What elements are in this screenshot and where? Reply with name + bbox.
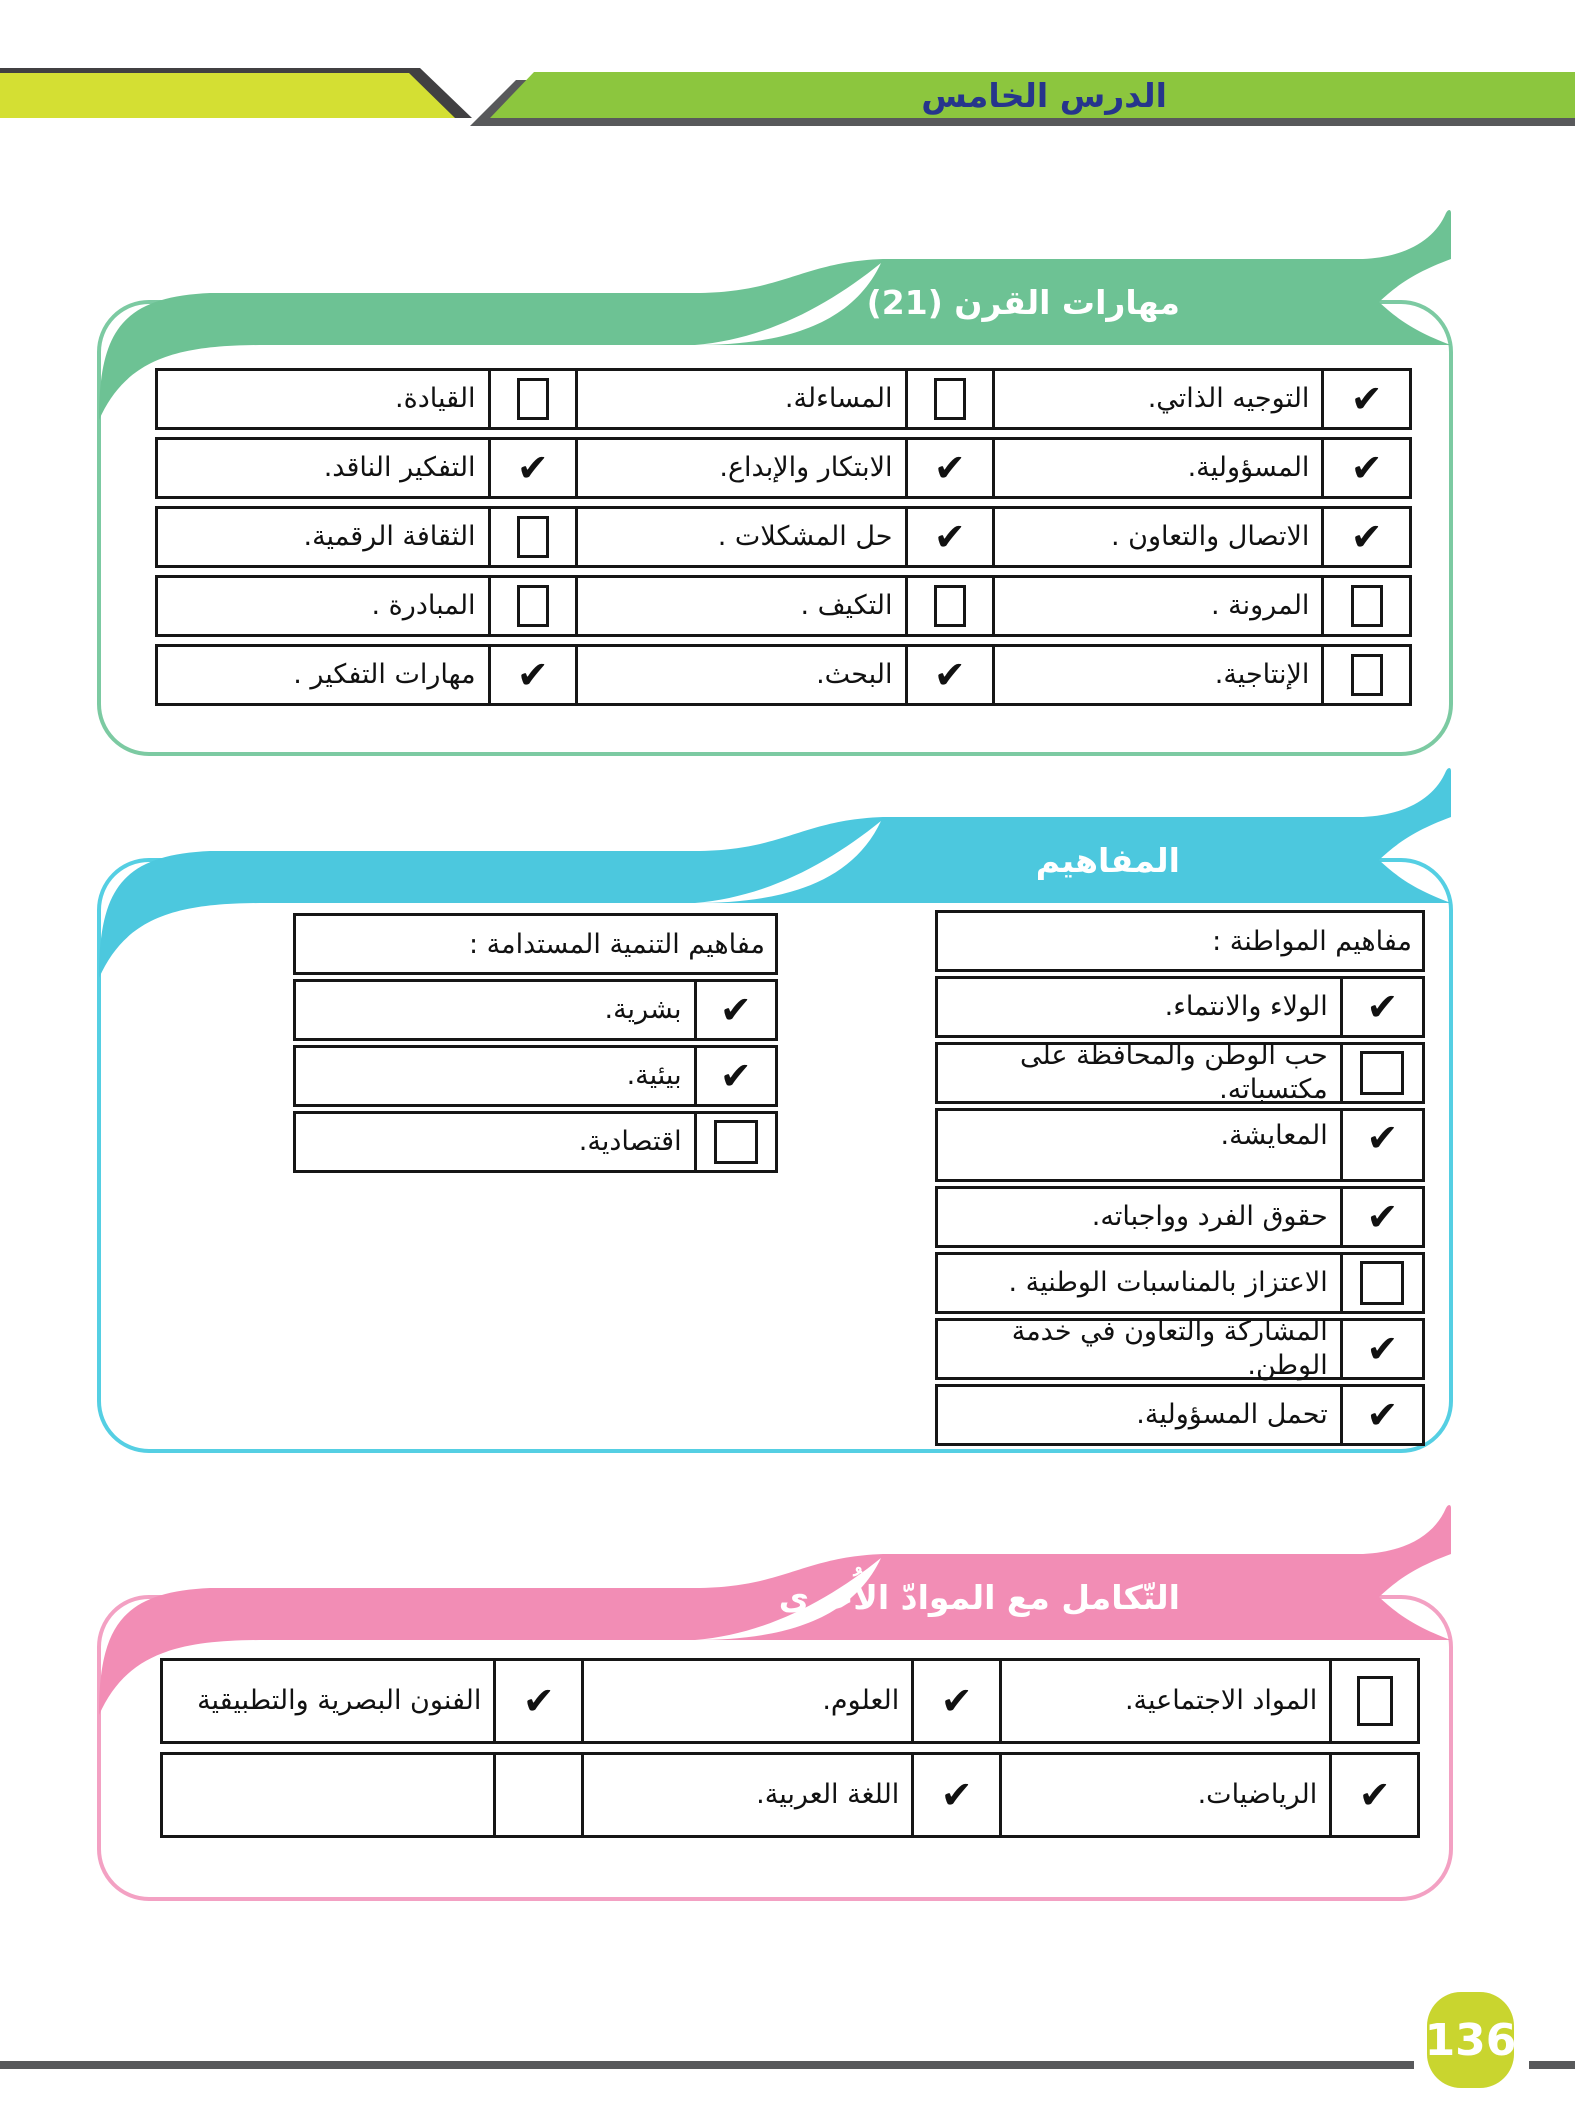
checkbox-icon	[1351, 585, 1383, 627]
checkbox-cell	[905, 509, 993, 565]
checkbox-cell	[1321, 371, 1409, 427]
checkbox-cell	[488, 509, 576, 565]
citizenship-table-header: مفاهيم المواطنة :	[1212, 925, 1412, 957]
table-row	[935, 976, 1425, 1038]
sustainable-table-header: مفاهيم التنمية المستدامة :	[469, 928, 765, 960]
table-row	[160, 1752, 1420, 1838]
subject-label: العلوم.	[581, 1661, 911, 1741]
checkbox-cell	[905, 371, 993, 427]
skill-label: الاتصال والتعاون .	[992, 509, 1321, 565]
checkbox-cell	[1321, 509, 1409, 565]
checkmark-icon: ✔	[516, 653, 549, 697]
checkmark-icon: ✔	[719, 1054, 752, 1098]
concept-label: المشاركة والتعاون في خدمة الوطن.	[1011, 1316, 1328, 1381]
checkbox-cell	[1340, 1045, 1422, 1101]
checkmark-icon: ✔	[940, 1773, 973, 1817]
skill-label: البحث.	[575, 647, 904, 703]
concept-label: بيئية.	[626, 1060, 682, 1092]
checkbox-cell	[694, 982, 775, 1038]
integration-table	[160, 1658, 1420, 1838]
skill-label: المبادرة .	[371, 590, 476, 622]
checkbox-cell	[1321, 578, 1409, 634]
checkmark-icon: ✔	[516, 446, 549, 490]
skills-section-title: مهارات القرن (21)	[866, 282, 1180, 322]
table-row	[155, 437, 1412, 499]
skill-label: حل المشكلات .	[575, 509, 904, 565]
checkmark-icon: ✔	[1366, 1327, 1399, 1371]
checkbox-icon	[1357, 1676, 1393, 1726]
checkbox-cell	[1340, 1321, 1422, 1377]
checkmark-icon: ✔	[1366, 1393, 1399, 1437]
checkbox-cell	[1329, 1755, 1417, 1835]
table-row	[935, 1252, 1425, 1314]
checkmark-icon: ✔	[940, 1679, 973, 1723]
checkbox-cell	[1340, 1387, 1422, 1443]
empty-subject-cell	[163, 1755, 493, 1835]
table-row	[155, 575, 1412, 637]
checkbox-cell	[1329, 1661, 1417, 1741]
table-row	[293, 979, 778, 1041]
checkbox-cell	[911, 1755, 999, 1835]
table-row	[293, 1111, 778, 1173]
table-row	[935, 1108, 1425, 1182]
concept-label: الولاء والانتماء.	[1164, 991, 1328, 1023]
table-row	[935, 1186, 1425, 1248]
skills-table	[155, 368, 1412, 706]
table-row	[293, 1045, 778, 1107]
table-row	[935, 1384, 1425, 1446]
checkbox-cell	[905, 578, 993, 634]
concept-label: تحمل المسؤولية.	[1136, 1399, 1328, 1431]
table-header-row	[935, 910, 1425, 972]
checkmark-icon: ✔	[933, 446, 966, 490]
banner-yellow-shape	[0, 73, 455, 118]
skill-label: القيادة.	[395, 383, 476, 415]
skill-label: التكيف .	[575, 578, 904, 634]
lesson-title: الدرس الخامس	[921, 75, 1167, 115]
subject-label: الفنون البصرية والتطبيقية	[197, 1685, 482, 1717]
empty-checkbox-cell	[493, 1755, 581, 1835]
table-row	[155, 506, 1412, 568]
integration-section-title: التّكامل مع الموادّ الأُخرى	[778, 1577, 1180, 1617]
checkbox-cell	[488, 647, 576, 703]
table-header-row	[293, 913, 778, 975]
concept-label: بشرية.	[604, 994, 682, 1026]
checkbox-icon	[517, 378, 549, 420]
skill-label: التفكير الناقد.	[323, 452, 476, 484]
checkmark-icon: ✔	[1350, 446, 1383, 490]
skill-label: مهارات التفكير .	[293, 659, 476, 691]
skill-label: المساءلة.	[575, 371, 904, 427]
checkmark-icon: ✔	[1350, 377, 1383, 421]
table-row	[155, 368, 1412, 430]
checkbox-cell	[488, 578, 576, 634]
concept-label: حقوق الفرد وواجباته.	[1091, 1201, 1328, 1233]
concept-label: حب الوطن والمحافظة على مكتسباته.	[1019, 1040, 1328, 1105]
checkbox-icon	[517, 585, 549, 627]
concept-label: اقتصادية.	[578, 1126, 682, 1158]
checkbox-cell	[1340, 979, 1422, 1035]
checkbox-cell	[694, 1048, 775, 1104]
subject-label: الرياضيات.	[999, 1755, 1329, 1835]
concept-label: الاعتزاز بالمناسبات الوطنية .	[1008, 1267, 1328, 1299]
table-row	[160, 1658, 1420, 1744]
checkbox-cell	[1340, 1111, 1422, 1179]
table-row	[935, 1318, 1425, 1380]
checkmark-icon: ✔	[1366, 1116, 1399, 1160]
checkmark-icon: ✔	[719, 988, 752, 1032]
checkbox-icon	[1360, 1261, 1404, 1305]
checkbox-cell	[493, 1661, 581, 1741]
checkbox-icon	[934, 378, 966, 420]
checkmark-icon: ✔	[933, 653, 966, 697]
checkbox-icon	[934, 585, 966, 627]
checkmark-icon: ✔	[1366, 985, 1399, 1029]
table-row	[155, 644, 1412, 706]
skill-label: المرونة .	[992, 578, 1321, 634]
checkmark-icon: ✔	[522, 1679, 555, 1723]
page-number-badge	[1424, 1992, 1517, 2088]
checkbox-cell	[905, 440, 993, 496]
checkbox-cell	[694, 1114, 775, 1170]
concept-label: المعايشة.	[1220, 1120, 1328, 1151]
skill-label: التوجيه الذاتي.	[992, 371, 1321, 427]
footer-rule-right	[1529, 2061, 1575, 2069]
checkbox-icon	[1360, 1051, 1404, 1095]
checkbox-icon	[1351, 654, 1383, 696]
footer-rule-left	[0, 2061, 1414, 2069]
checkbox-cell	[488, 371, 576, 427]
sustainable-development-table	[293, 913, 778, 1173]
checkmark-icon: ✔	[933, 515, 966, 559]
checkbox-icon	[714, 1120, 758, 1164]
checkbox-cell	[1340, 1189, 1422, 1245]
checkbox-cell	[905, 647, 993, 703]
checkmark-icon: ✔	[1366, 1195, 1399, 1239]
table-row	[935, 1042, 1425, 1104]
skill-label: الابتكار والإبداع.	[575, 440, 904, 496]
checkbox-icon	[517, 516, 549, 558]
checkbox-cell	[911, 1661, 999, 1741]
skill-label: المسؤولية.	[992, 440, 1321, 496]
checkmark-icon: ✔	[1358, 1773, 1391, 1817]
subject-label: اللغة العربية.	[581, 1755, 911, 1835]
subject-label: المواد الاجتماعية.	[999, 1661, 1329, 1741]
checkmark-icon: ✔	[1350, 515, 1383, 559]
checkbox-cell	[1340, 1255, 1422, 1311]
skill-label: الثقافة الرقمية.	[303, 521, 476, 553]
skill-label: الإنتاجية.	[992, 647, 1321, 703]
page-number: 136	[1424, 2014, 1517, 2066]
checkbox-cell	[1321, 440, 1409, 496]
checkbox-cell	[1321, 647, 1409, 703]
citizenship-concepts-table	[935, 910, 1425, 1446]
checkbox-cell	[488, 440, 576, 496]
concepts-section-title: المفاهيم	[1035, 840, 1180, 880]
